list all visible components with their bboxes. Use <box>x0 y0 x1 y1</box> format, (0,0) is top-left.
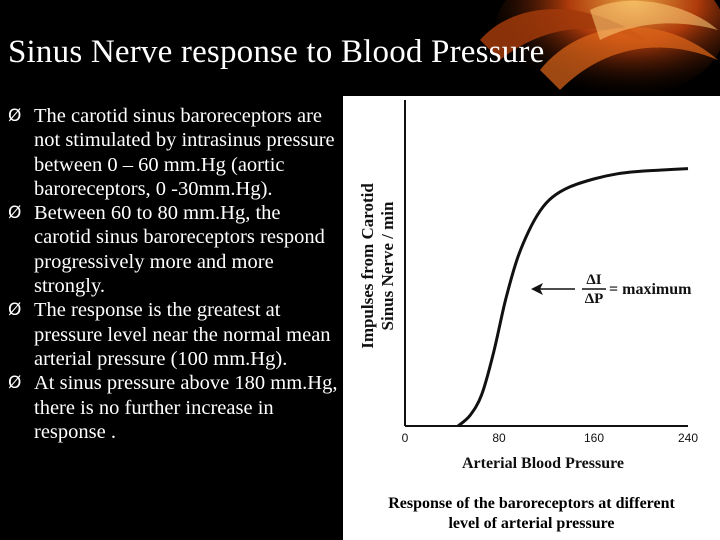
arrow-bullet-icon: Ø <box>8 373 22 394</box>
arrow-bullet-icon: Ø <box>8 203 22 224</box>
slope-annotation <box>531 272 692 307</box>
annotation-denominator: ΔP <box>584 291 604 307</box>
bullet-text: The carotid sinus baroreceptors are not stimulated by intrasinus pressure between 0 – 60 mm.Hg (aortic baroreceptors, 0 -30mm.Hg). <box>34 105 335 200</box>
bullet-item <box>8 298 340 371</box>
x-tick-label: 160 <box>583 431 605 445</box>
bullet-list <box>8 104 340 444</box>
annotation-text: = maximum <box>609 281 692 298</box>
bullet-text: Between 60 to 80 mm.Hg, the carotid sinus baroreceptors respond progressively more and more strongly. <box>34 202 325 298</box>
y-axis-label-line2: Sinus Nerve / min <box>378 201 397 331</box>
figure-caption <box>347 494 716 534</box>
x-axis-label: Arterial Blood Pressure <box>461 455 625 472</box>
slide-title: Sinus Nerve response to Blood Pressure <box>8 34 545 70</box>
caption-line1: Response of the baroreceptors at different <box>388 495 675 512</box>
y-axis-label-line1: Impulses from Carotid <box>358 183 377 349</box>
caption-line2: level of arterial pressure <box>448 515 615 532</box>
bullet-text: The response is the greatest at pressure level near the normal mean arterial pressure (100 mm.Hg). <box>34 299 331 370</box>
x-tick-label: 0 <box>401 431 409 445</box>
annotation-numerator: ΔI <box>586 272 602 288</box>
y-axis-label <box>358 183 397 349</box>
x-tick-label: 80 <box>492 431 506 445</box>
bullet-item <box>8 371 340 444</box>
x-tick-label: 240 <box>677 431 699 445</box>
bullet-item <box>8 201 340 298</box>
bullet-text: At sinus pressure above 180 mm.Hg, there is no further increase in response . <box>34 372 338 443</box>
arrow-bullet-icon: Ø <box>8 106 22 126</box>
response-chart <box>343 96 720 496</box>
arrow-bullet-icon: Ø <box>8 300 22 321</box>
chart-panel <box>343 96 720 540</box>
bullet-item <box>8 104 340 201</box>
